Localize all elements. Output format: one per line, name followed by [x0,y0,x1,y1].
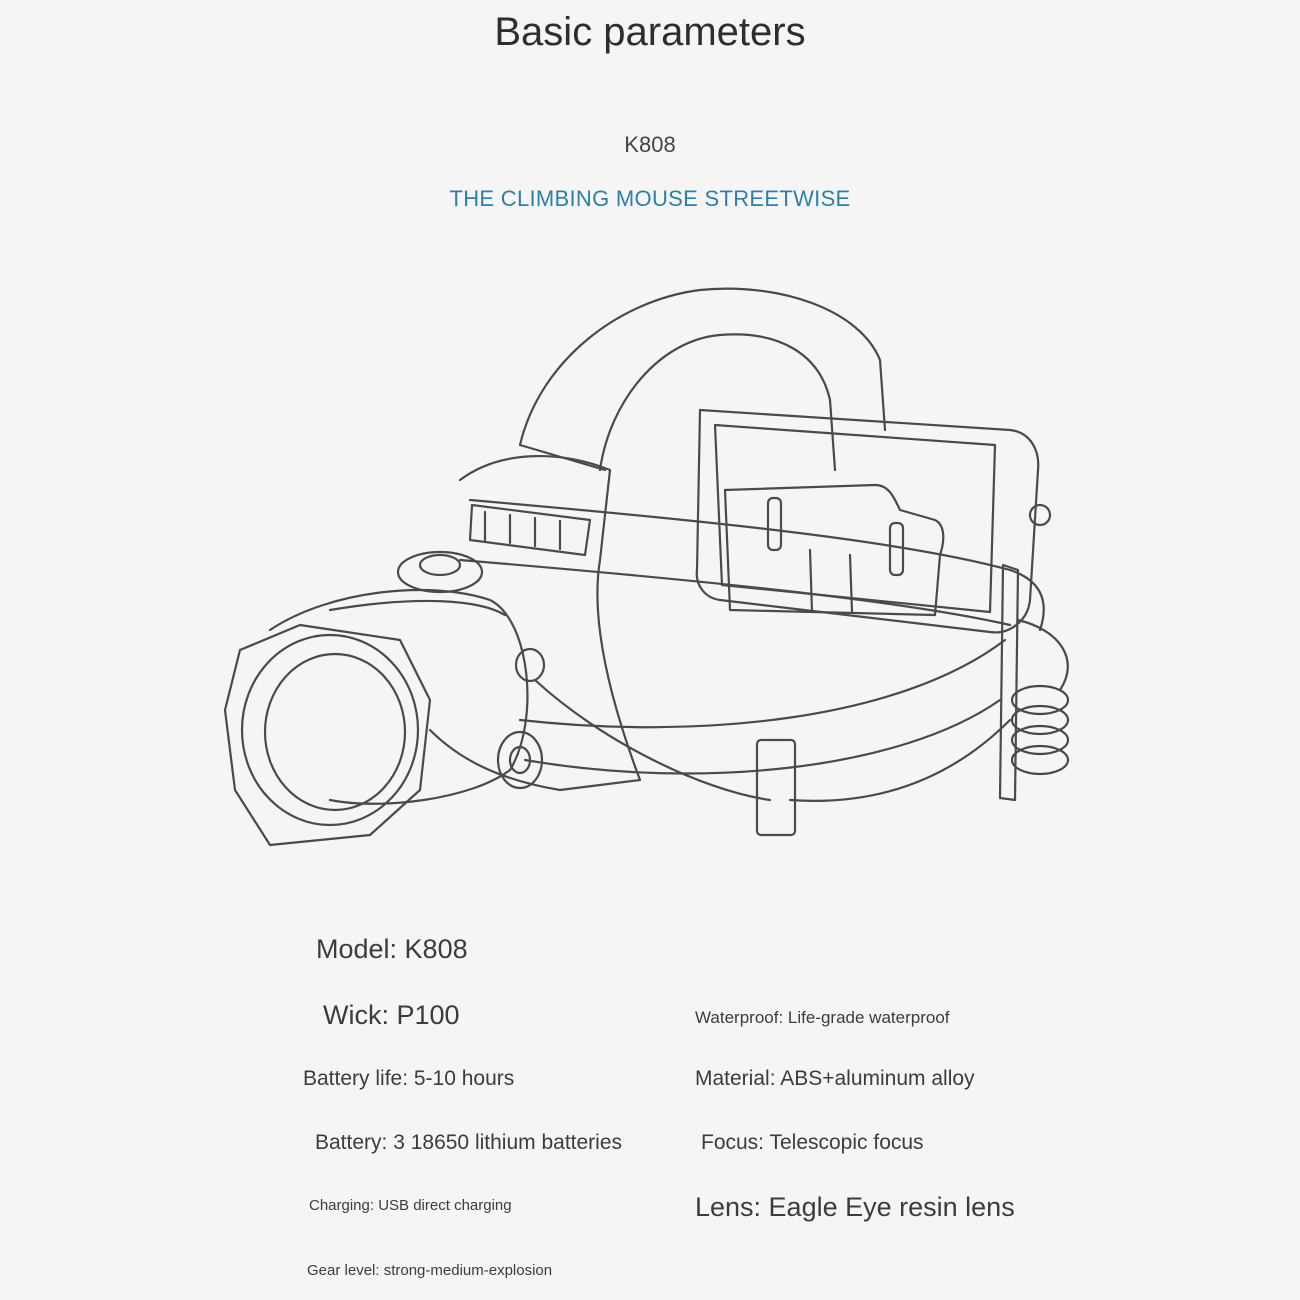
model-code: K808 [624,132,676,157]
spec-focus: Focus: Telescopic focus [701,1131,924,1154]
spec-gear-level: Gear level: strong-medium-explosion [307,1262,553,1279]
spec-model: Model: K808 [316,934,468,964]
spec-material: Material: ABS+aluminum alloy [695,1067,975,1090]
spec-waterproof: Waterproof: Life-grade waterproof [695,1008,950,1027]
spec-battery: Battery: 3 18650 lithium batteries [315,1131,623,1154]
page-title: Basic parameters [494,10,806,54]
spec-lens: Lens: Eagle Eye resin lens [695,1192,1015,1222]
product-subtitle: THE CLIMBING MOUSE STREETWISE [449,186,851,211]
spec-charging: Charging: USB direct charging [309,1197,512,1214]
spec-wick: Wick: P100 [323,1000,460,1030]
spec-battery-life: Battery life: 5-10 hours [303,1067,515,1090]
